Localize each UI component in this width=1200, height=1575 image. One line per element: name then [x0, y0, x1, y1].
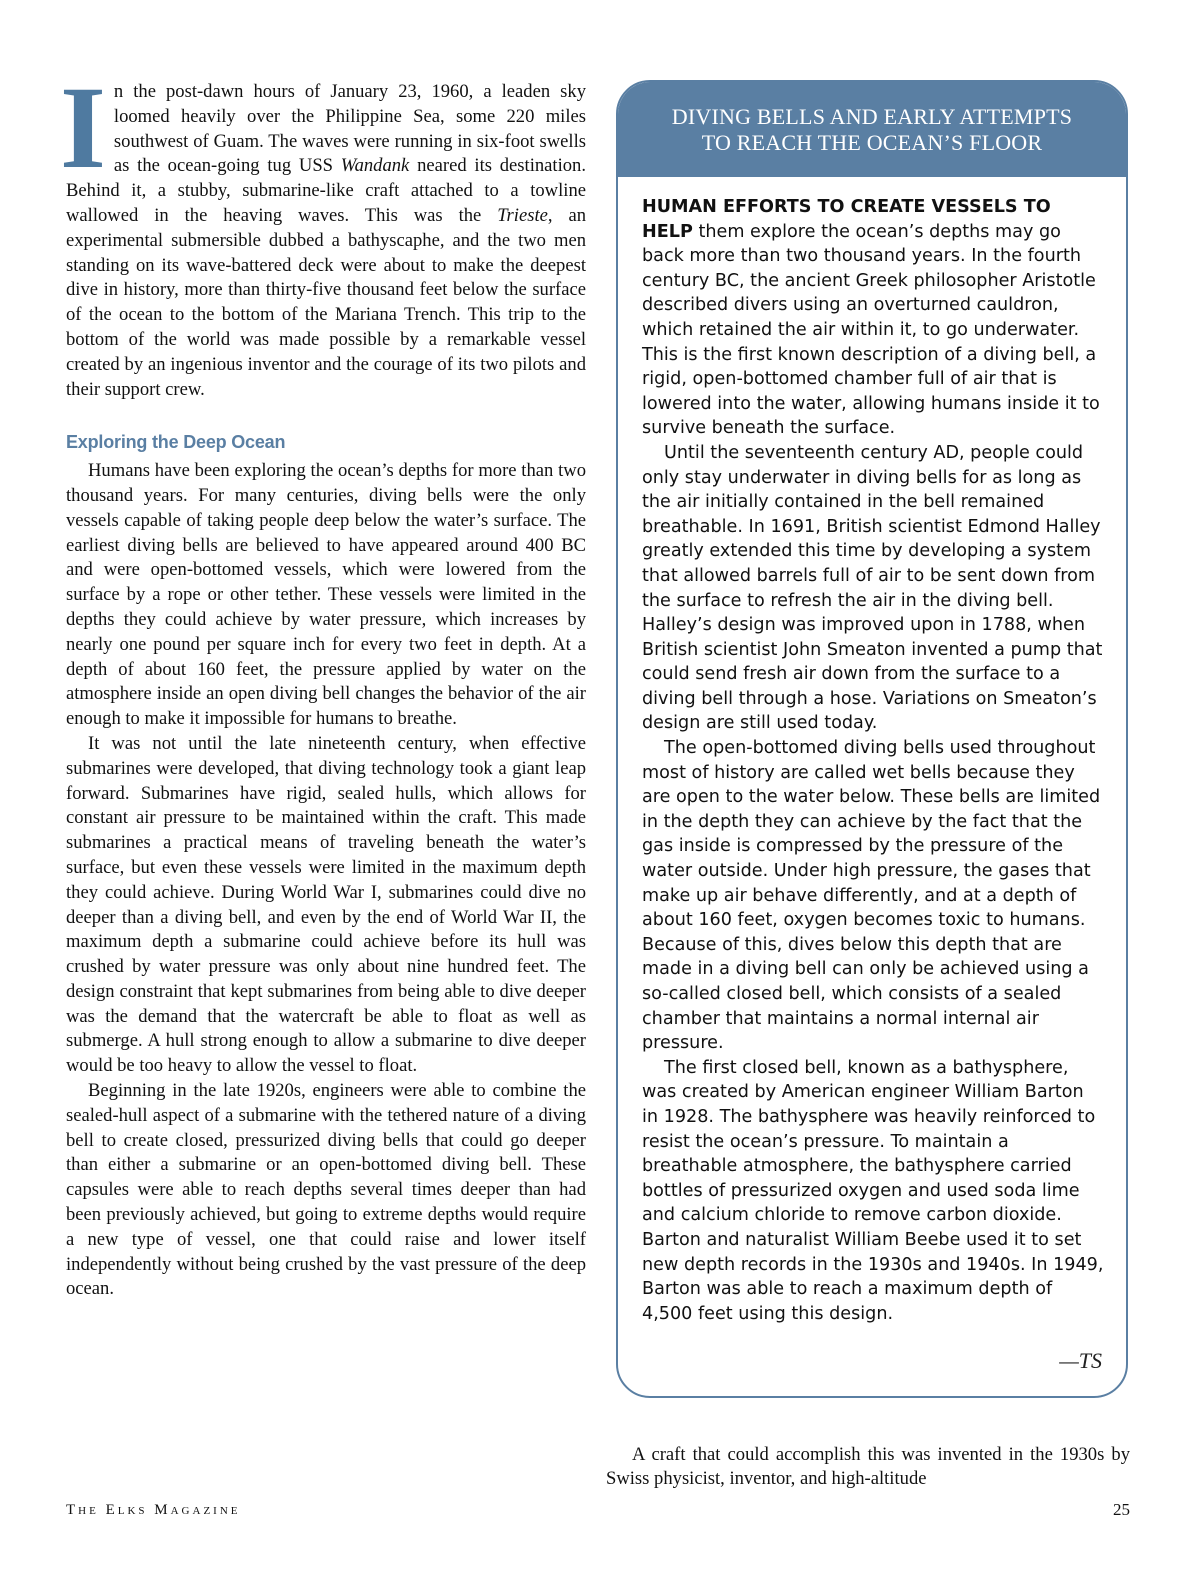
page-number: 25	[1113, 1500, 1130, 1519]
article-paragraph: Beginning in the late 1920s, engineers were able to combine the sealed-hull aspect of a submarine with the tethered nature of a diving bell to create closed, pressurized diving bells that could go deeper than either a submarine or an open-bottomed diving bell. These capsules were able to reach depths several times deeper than had been previously achieved, but going to extreme depths would require a new type of vessel, one that could raise and lower itself independently without being crushed by the vast pressure of the deep ocean.	[66, 1080, 586, 1300]
ship-name: Wandank	[340, 155, 410, 177]
sidebar-paragraph: The open-bottomed diving bells used throughout most of history are called wet bells because they are open to the water below. These bells are limited in the depth they can achieve by the fact that the gas inside is compressed by the pressure of the water outside. Under high pressure, the gases that make up air behave differently, and at a depth of about 160 feet, oxygen becomes toxic to humans. Because of this, dives below this depth that are made in a diving bell can only be achieved using a so-called closed bell, which consists of a sealed chamber that maintains a normal internal air pressure.	[642, 738, 1101, 1054]
sidebar-paragraph: Until the seventeenth century AD, people could only stay underwater in diving bells for as long as the air initially contained in the bell remained breathable. In 1691, British scientist Edmond Halley greatly extended this time by developing a system that allowed barrels full of air to be sent down from the surface to refresh the air in the diving bell. Halley’s design was improved upon in 1788, when British scientist John Smeaton invented a pump that could send fresh air down from the surface to a diving bell through a hose. Variations on Smeaton’s design are still used today.	[642, 442, 1103, 734]
article-continuation: A craft that could accomplish this was invented in the 1930s by Swiss physicist, inventor, and high-altitude	[606, 1443, 1130, 1490]
sidebar-lead-bold: HUMAN EFFORTS TO CREATE VESSELS TO HELP	[642, 197, 1051, 242]
article-paragraph: It was not until the late nineteenth century, when effective submarines were developed, that diving technology took a giant leap forward. Submarines have rigid, sealed hulls, which allows for constant air pressure to be maintained within the craft. This made submarines a practical means of traveling beneath the water’s surface, but even these vessels were limited in the maximum depth they could achieve. During World War I, submarines could dive no deeper than a diving bell, and even by the end of World War II, the maximum depth a submarine could achieve before its hull was crushed by water pressure was only about nine hundred feet. The design constraint that kept submarines from being able to dive deeper was the demand that the watercraft be able to float as well as submerge. A hull strong enough to allow a submarine to dive deeper would be too heavy to allow the vessel to float.	[66, 732, 586, 1077]
article-column	[60, 62, 586, 1302]
sidebar-paragraph: The first closed bell, known as a bathysphere, was created by American engineer William Barton in 1928. The bathysphere was heavily reinforced to resist the ocean’s pressure. To maintain a breathable atmosphere, the bathysphere carried bottles of pressurized oxygen and used soda lime and calcium chloride to remove carbon dioxide. Barton and naturalist William Beebe used it to set new depth records in the 1930s and 1940s. In 1949, Barton was able to reach a maximum depth of 4,500 feet using this design.	[642, 1057, 1104, 1324]
sidebar-title-line: DIVING BELLS AND EARLY ATTEMPTS	[671, 103, 1073, 129]
sidebar-title-line: TO REACH THE OCEAN’S FLOOR	[701, 129, 1043, 155]
sidebar-box	[616, 80, 1128, 1398]
sidebar-lead-text: them explore the ocean’s depths may go back more than two thousand years. In the fourth century BC, the ancient Greek philosopher Aristotle described divers using an overturned cauldron, which retained the air within it, to go underwater. This is the first known description of a diving bell, a rigid, open-bottomed chamber full of air that is lowered into the water, allowing humans inside it to survive beneath the surface.	[642, 221, 1100, 439]
article-intro	[60, 62, 586, 402]
intro-text-2: neared its destination. Behind it, a stubby, submarine-like craft attached to a towline wallowed in the heaving waves. This was the	[66, 155, 586, 226]
intro-text-3: , an experimental submersible dubbed a bathyscaphe, and the two men standing on its wave-battered deck were about to make the deepest dive in history, more than thirty-five thousand feet below the surface of the ocean to the bottom of the Mariana Trench. This trip to the bottom of the world was made possible by a remarkable vessel created by an ingenious inventor and the courage of its two pilots and their support crew.	[66, 204, 586, 400]
sidebar-body	[618, 177, 1126, 1326]
drop-cap: I	[60, 62, 106, 193]
section-heading: Exploring the Deep Ocean	[66, 432, 286, 453]
sidebar-lead-paragraph	[642, 195, 1104, 441]
craft-name: Trieste	[497, 204, 548, 226]
intro-text: n the post-dawn hours of January 23, 1960, a leaden sky loomed heavily over the Philippine Sea, some 220 miles southwest of Guam. The waves were running in six-foot swells as the ocean-going tug USS	[113, 81, 586, 177]
publication-name: The Elks Magazine	[66, 1502, 241, 1518]
sidebar-signature: —TS	[1059, 1348, 1102, 1373]
sidebar-title	[618, 82, 1126, 177]
article-paragraph: Humans have been exploring the ocean’s depths for more than two thousand years. For many centuries, diving bells were the only vessels capable of taking people deep below the water’s surface. The earliest diving bells are believed to have appeared around 400 BC and were open-bottomed vessels, which were lowered from the surface by a rope or other tether. These vessels were limited in the depths they could achieve by water pressure, which increases by nearly one pound per square inch for every two feet in depth. At a depth of about 160 feet, the pressure applied by water on the atmosphere inside an open diving bell changes the behavior of the air enough to make it impossible for humans to breathe.	[66, 460, 586, 730]
